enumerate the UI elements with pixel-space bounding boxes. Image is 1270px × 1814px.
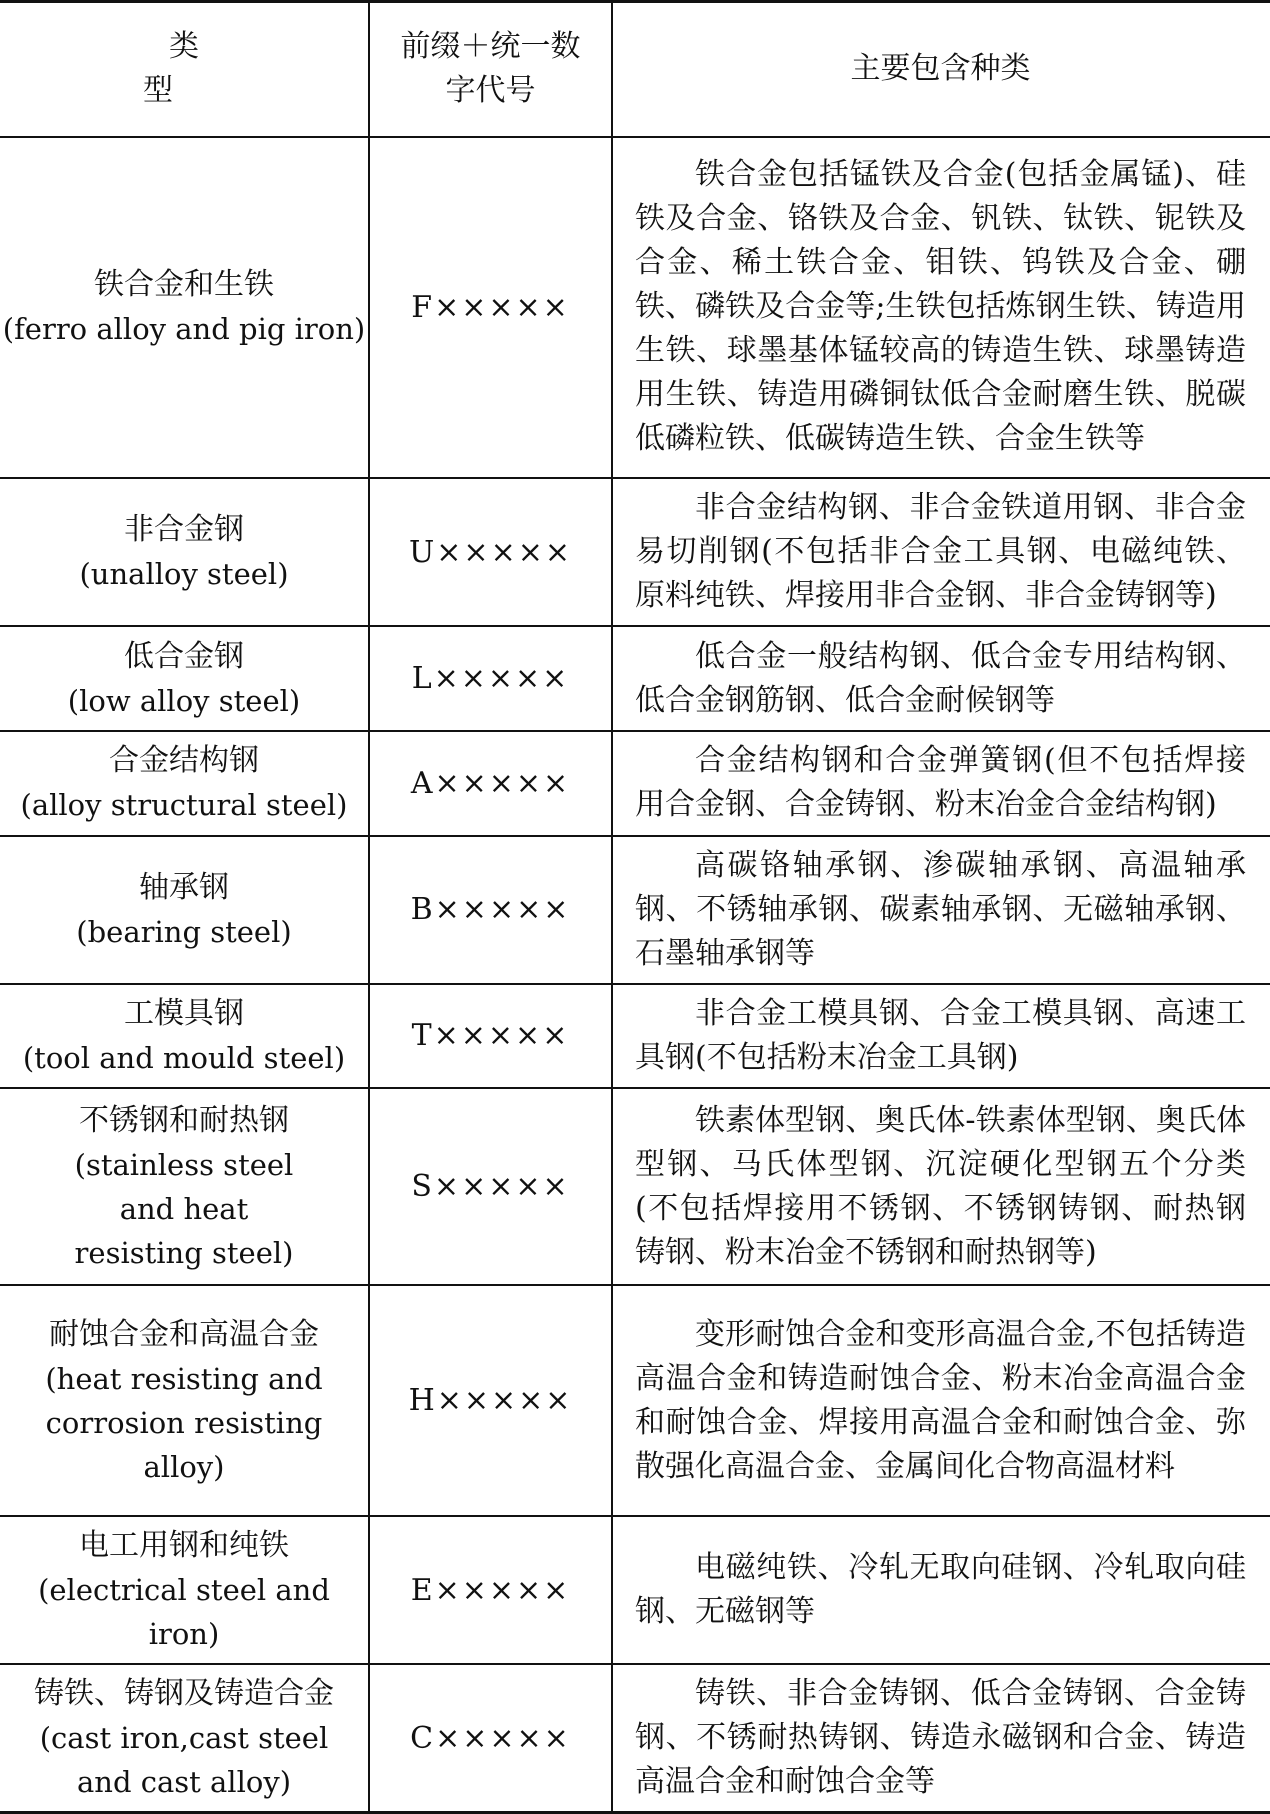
table-row [0, 836, 1270, 984]
contents-text: 非合金结构钢、非合金铁道用钢、非合金易切削钢(不包括非合金工具钢、电磁纯铁、原料纯铁、焊接用非合金钢、非合金铸钢等) [635, 490, 1246, 614]
type-name-en: (electrical steel and iron) [38, 1573, 330, 1652]
type-name-en: (cast iron,cast steel and cast alloy) [39, 1721, 329, 1800]
code-cell [369, 1285, 612, 1517]
type-name-zh: 电工用钢和纯铁 [79, 1528, 289, 1564]
type-name-zh: 非合金钢 [124, 512, 244, 548]
type-name-zh: 低合金钢 [124, 638, 244, 674]
table-row [0, 137, 1270, 479]
table-body [0, 137, 1270, 1813]
type-name-zh: 工模具钢 [124, 995, 244, 1031]
type-cell [0, 984, 369, 1089]
code-value: L××××× [411, 661, 570, 697]
type-name-zh: 耐蚀合金和高温合金 [49, 1316, 319, 1352]
contents-cell [612, 836, 1270, 984]
type-name-zh: 轴承钢 [139, 869, 229, 905]
contents-cell [612, 137, 1270, 479]
type-name-en: (unalloy steel) [79, 557, 289, 592]
code-cell [369, 731, 612, 836]
type-cell [0, 731, 369, 836]
code-value: S××××× [411, 1169, 570, 1205]
code-value: E××××× [410, 1572, 571, 1608]
contents-cell [612, 478, 1270, 626]
code-value: A××××× [410, 765, 571, 801]
contents-text: 铸铁、非合金铸钢、低合金铸钢、合金铸钢、不锈耐热铸钢、铸造永磁钢和合金、铸造高温合金和耐蚀合金等 [635, 1676, 1246, 1800]
code-value: H××××× [408, 1383, 573, 1418]
type-cell [0, 1088, 369, 1284]
type-cell [0, 836, 369, 984]
type-name-zh: 不锈钢和耐热钢 [79, 1102, 289, 1138]
type-cell [0, 1516, 369, 1664]
table-header [0, 2, 1270, 137]
type-cell [0, 137, 369, 479]
contents-cell [612, 731, 1270, 836]
contents-text: 合金结构钢和合金弹簧钢(但不包括焊接用合金钢、合金铸钢、粉末冶金合金结构钢) [635, 743, 1246, 823]
header-type: 类 型 [0, 2, 369, 137]
code-value: C××××× [410, 1720, 571, 1756]
type-name-en: (alloy structural steel) [20, 788, 348, 823]
contents-text: 高碳铬轴承钢、渗碳轴承钢、高温轴承钢、不锈轴承钢、碳素轴承钢、无磁轴承钢、石墨轴承钢等 [635, 847, 1246, 971]
type-name-zh: 合金结构钢 [109, 743, 259, 779]
code-cell [369, 1088, 612, 1284]
table-row [0, 1516, 1270, 1664]
contents-cell [612, 984, 1270, 1089]
type-name-en: (heat resisting and corrosion resisting alloy) [45, 1361, 323, 1484]
header-contents: 主要包含种类 [612, 2, 1270, 137]
code-value: F××××× [411, 289, 570, 325]
type-cell [0, 1664, 369, 1812]
table-row [0, 731, 1270, 836]
code-cell [369, 478, 612, 626]
table-row [0, 626, 1270, 731]
type-name-en: (low alloy steel) [67, 683, 301, 718]
contents-text: 低合金一般结构钢、低合金专用结构钢、低合金钢筋钢、低合金耐候钢等 [635, 638, 1246, 718]
code-cell [369, 626, 612, 731]
contents-text: 电磁纯铁、冷轧无取向硅钢、冷轧取向硅钢、无磁钢等 [635, 1550, 1246, 1630]
contents-text: 铁合金包括锰铁及合金(包括金属锰)、硅铁及合金、铬铁及合金、钒铁、钛铁、铌铁及合金、稀土铁合金、钼铁、钨铁及合金、硼铁、磷铁及合金等;生铁包括炼钢生铁、铸造用生铁、球墨基体锰较高的铸造生铁、球墨铸造用生铁、铸造用磷铜钛低合金耐磨生铁、脱碳低磷粒铁、低碳铸造生铁、合金生铁等 [635, 157, 1246, 457]
type-name-zh: 铸铁、铸钢及铸造合金 [34, 1676, 334, 1712]
type-name-en: (bearing steel) [76, 914, 292, 949]
code-cell [369, 137, 612, 479]
table-row [0, 984, 1270, 1089]
code-cell [369, 1516, 612, 1664]
contents-cell [612, 1516, 1270, 1664]
contents-cell [612, 1285, 1270, 1517]
type-cell [0, 626, 369, 731]
type-name-en: (tool and mould steel) [22, 1040, 346, 1075]
table-row [0, 1088, 1270, 1284]
code-value: B××××× [410, 892, 571, 928]
table-row [0, 478, 1270, 626]
table-row [0, 1285, 1270, 1517]
code-value: U××××× [409, 534, 572, 570]
header-row [0, 2, 1270, 137]
type-cell [0, 478, 369, 626]
type-name-zh: 铁合金和生铁 [94, 267, 274, 303]
code-cell [369, 1664, 612, 1812]
table-row [0, 1664, 1270, 1812]
code-cell [369, 836, 612, 984]
contents-text: 铁素体型钢、奥氏体-铁素体型钢、奥氏体型钢、马氏体型钢、沉淀硬化型钢五个分类(不包括焊接用不锈钢、不锈钢铸钢、耐热钢铸钢、粉末冶金不锈钢和耐热钢等) [635, 1102, 1246, 1270]
code-cell [369, 984, 612, 1089]
contents-text: 非合金工模具钢、合金工模具钢、高速工具钢(不包括粉末冶金工具钢) [635, 995, 1246, 1075]
type-name-en: (stainless steel and heat resisting steel) [74, 1147, 294, 1270]
type-name-en: (ferro alloy and pig iron) [2, 312, 366, 347]
contents-text: 变形耐蚀合金和变形高温合金,不包括铸造高温合金和铸造耐蚀合金、粉末冶金高温合金和耐蚀合金、焊接用高温合金和耐蚀合金、弥散强化高温合金、金属间化合物高温材料 [635, 1316, 1246, 1484]
contents-cell [612, 1664, 1270, 1812]
header-code: 前缀＋统一数字代号 [369, 2, 612, 137]
contents-cell [612, 626, 1270, 731]
type-cell [0, 1285, 369, 1517]
code-value: T××××× [411, 1018, 570, 1054]
contents-cell [612, 1088, 1270, 1284]
